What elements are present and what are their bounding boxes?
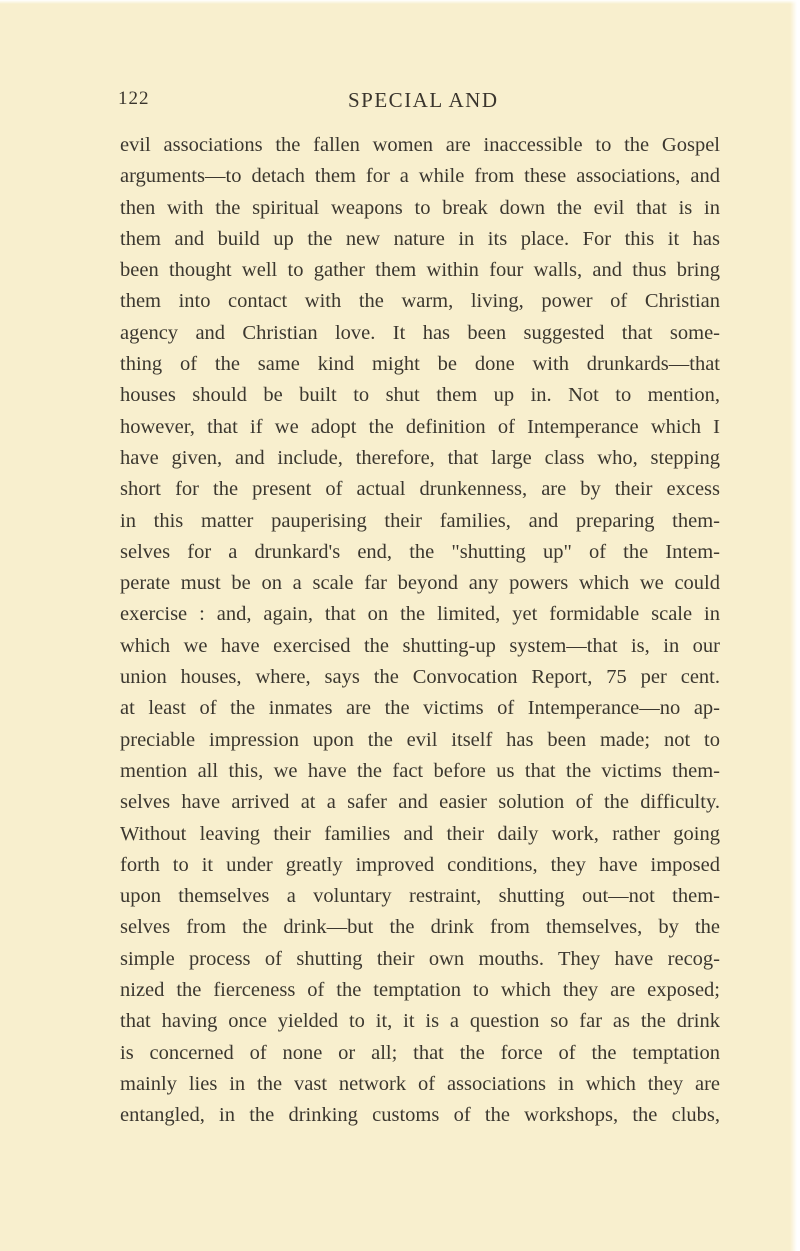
text-line: which we have exercised the shutting-up system—that is, in our xyxy=(120,634,720,657)
text-line: have given, and include, therefore, that large class who, stepping xyxy=(120,446,720,469)
page-right-edge xyxy=(790,0,800,1251)
body-text xyxy=(120,130,720,1132)
text-line: evil associations the fallen women are inaccessible to the Gospel xyxy=(120,134,720,156)
text-line: preciable impression upon the evil itself has been made; not to xyxy=(120,728,720,751)
text-line: entangled, in the drinking customs of the workshops, the clubs, xyxy=(120,1104,720,1127)
text-line: however, that if we adopt the definition of Intemperance which I xyxy=(120,415,720,438)
text-line: thing of the same kind might be done with drunkards—that xyxy=(120,353,720,376)
text-line: mention all this, we have the fact before us that the victims them- xyxy=(120,759,720,782)
text-line: Without leaving their families and their daily work, rather going xyxy=(120,822,720,845)
text-line: at least of the inmates are the victims of Intemperance—no ap- xyxy=(120,697,720,720)
text-line: selves from the drink—but the drink from themselves, by the xyxy=(120,916,720,939)
text-line: nized the fierceness of the temptation to which they are exposed; xyxy=(120,979,720,1002)
page-top-edge xyxy=(0,0,800,4)
text-line: houses should be built to shut them up in. Not to mention, xyxy=(120,384,720,407)
text-line: selves have arrived at a safer and easier solution of the difficulty. xyxy=(120,791,720,814)
text-line: them and build up the new nature in its place. For this it has xyxy=(120,227,720,250)
text-line: that having once yielded to it, it is a question so far as the drink xyxy=(120,1010,720,1033)
text-line: perate must be on a scale far beyond any powers which we could xyxy=(120,572,720,595)
text-line: mainly lies in the vast network of associations in which they are xyxy=(120,1072,720,1095)
text-line: short for the present of actual drunkenness, are by their excess xyxy=(120,478,720,501)
text-line: selves for a drunkard's end, the "shutting up" of the Intem- xyxy=(120,540,720,563)
text-line: exercise : and, again, that on the limited, yet formidable scale in xyxy=(120,603,720,626)
page-header xyxy=(118,88,718,116)
text-line: been thought well to gather them within four walls, and thus bring xyxy=(120,259,720,282)
running-head: SPECIAL AND xyxy=(348,88,499,112)
text-line: simple process of shutting their own mouths. They have recog- xyxy=(120,947,720,970)
text-line: agency and Christian love. It has been suggested that some- xyxy=(120,321,720,344)
text-line: is concerned of none or all; that the force of the temptation xyxy=(120,1041,720,1064)
text-line: union houses, where, says the Convocation Report, 75 per cent. xyxy=(120,666,720,689)
text-line: upon themselves a voluntary restraint, shutting out—not them- xyxy=(120,885,720,908)
text-line: then with the spiritual weapons to break down the evil that is in xyxy=(120,196,720,219)
page-number: 122 xyxy=(118,88,150,109)
text-line: arguments—to detach them for a while from these associations, and xyxy=(120,165,720,188)
text-line: forth to it under greatly improved conditions, they have imposed xyxy=(120,853,720,876)
text-line: in this matter pauperising their families, and preparing them- xyxy=(120,509,720,532)
text-line: them into contact with the warm, living, power of Christian xyxy=(120,290,720,313)
